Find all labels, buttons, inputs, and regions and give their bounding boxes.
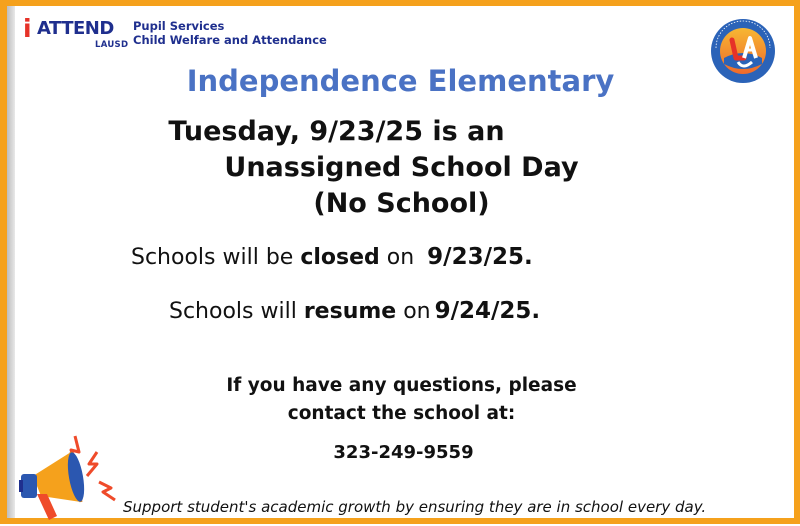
resume-prefix: Schools will [169,299,304,324]
closed-notice [131,244,533,270]
resume-middle: on [396,299,431,324]
questions-line-1: If you have any questions, please [226,375,577,396]
closed-prefix: Schools will be [131,245,301,270]
questions-text [7,372,794,428]
department-line-2: Child Welfare and Attendance [133,33,327,47]
headline-line-2: Unassigned School Day [224,152,579,183]
logo-i: i [23,14,31,43]
school-phone-number: 323-249-9559 [333,442,474,463]
closed-keyword: closed [300,245,380,270]
resume-notice [169,298,540,324]
closed-middle: on [379,245,422,270]
headline-line-1: Tuesday, 9/23/25 is an [168,116,505,147]
resume-date: 9/24/25. [434,298,541,324]
megaphone-icon [15,430,125,526]
logo-word: ATTEND [37,18,114,39]
school-name: Independence Elementary [186,64,615,98]
header-logo-block [23,15,327,53]
department-line-1: Pupil Services [133,19,225,33]
department-name [133,19,327,47]
closed-date: 9/23/25. [427,244,533,270]
headline [7,114,794,222]
logo-lausd: LAUSD [95,40,129,50]
headline-line-3: (No School) [313,188,490,219]
iattend-logo [23,15,131,53]
questions-line-2: contact the school at: [287,403,516,424]
footer-message: Support student's academic growth by ensuring they are in school every day. [123,498,707,516]
resume-keyword: resume [303,299,397,324]
